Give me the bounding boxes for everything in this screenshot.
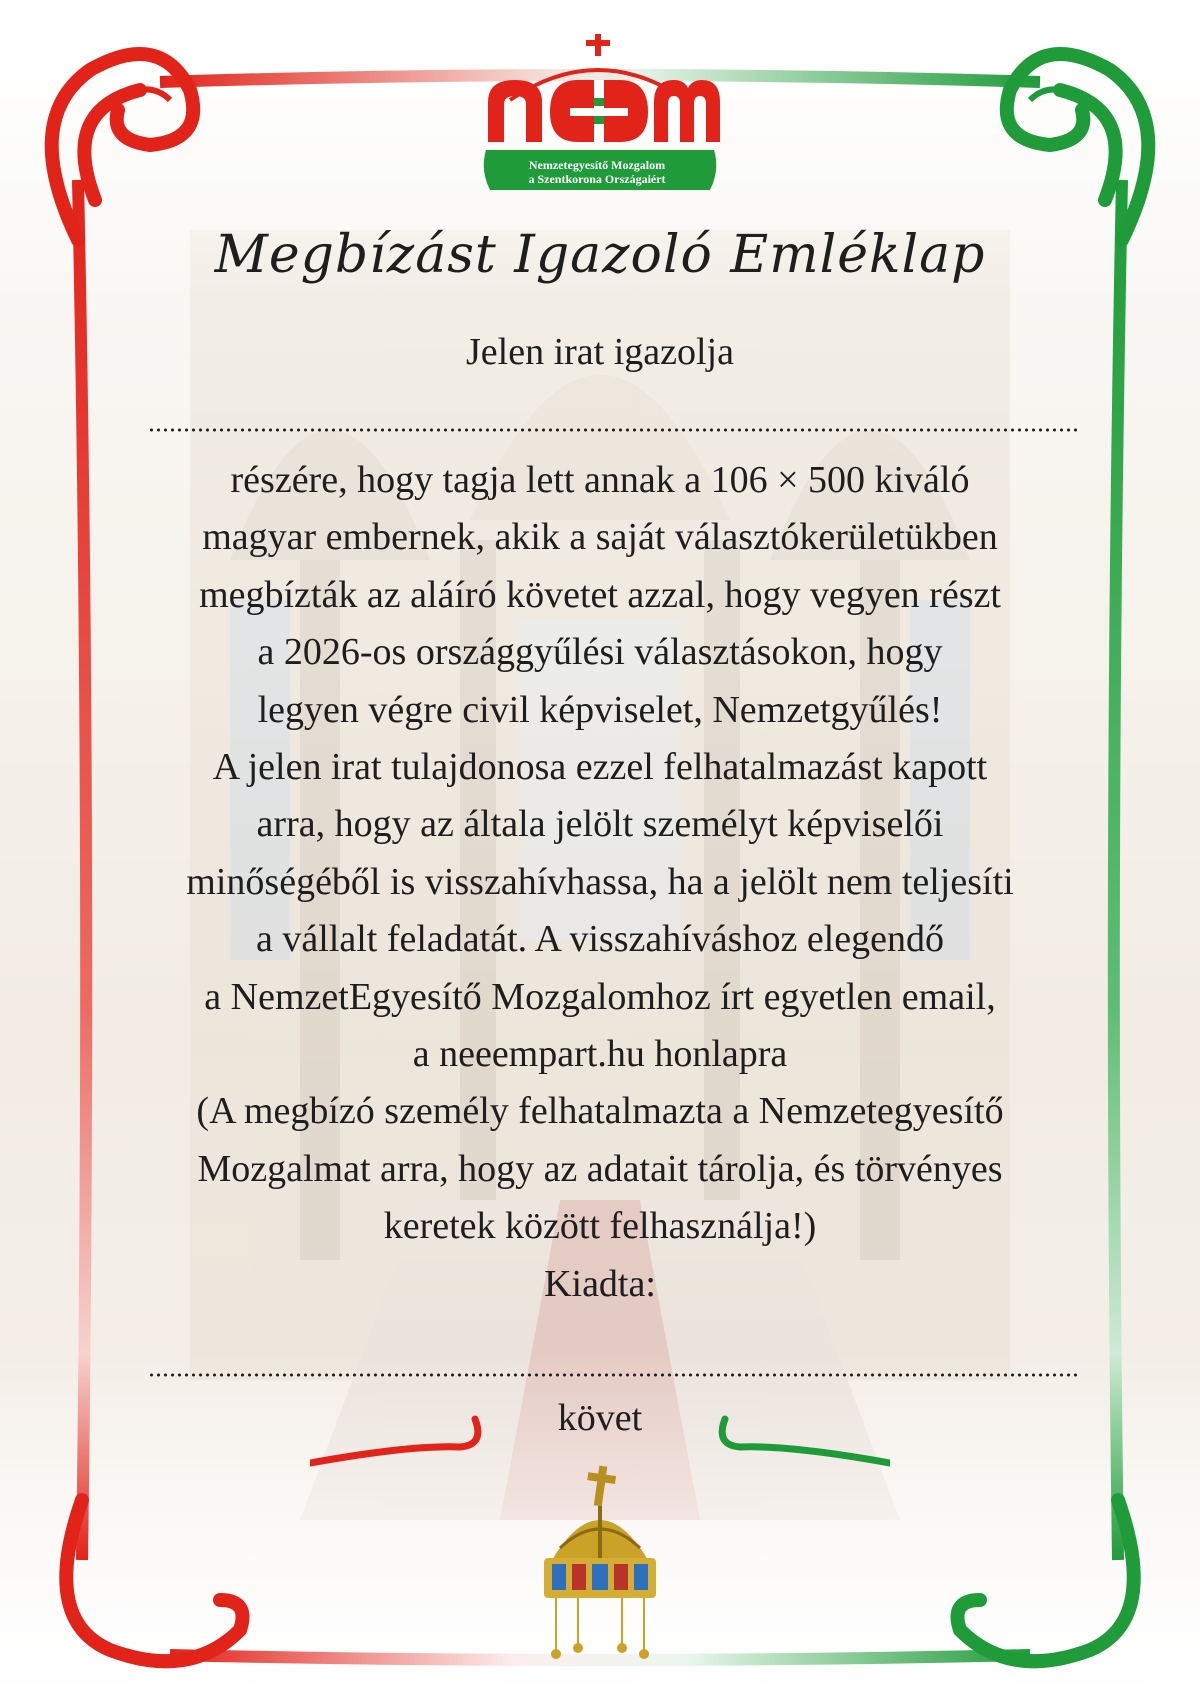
intro-text: Jelen irat igazolja (466, 331, 734, 373)
body-line: minőségéből is visszahívhassa, ha a jelölt nem teljesíti (186, 860, 1014, 903)
recipient-name-line (148, 428, 1078, 432)
body-line: a neeempart.hu honlapra (412, 1033, 788, 1076)
body-line: legyen végre civil képviselet, Nemzetgyűlés! (257, 688, 943, 731)
body-line: magyar embernek, akik a saját választókerületükben (202, 516, 998, 559)
body-line: részére, hogy tagja lett annak a 106 × 500 kiváló (230, 459, 970, 501)
logo-org-name: Nemzetegyesítő Mozgalom (528, 158, 666, 172)
issuer-label: Kiadta: (544, 1262, 656, 1305)
certificate-body (120, 452, 1080, 1313)
body-line: arra, hogy az általa jelölt személyt képviselői (256, 803, 944, 846)
neem-logo-icon (470, 30, 730, 200)
body-line: a vállalt feladatát. A visszahíváshoz elegendő (256, 918, 944, 961)
logo-org-subtitle: a Szentkorona Országaiért (528, 172, 666, 186)
body-line: megbízták az aláíró követet azzal, hogy vegyen részt (199, 573, 1001, 616)
body-line: a NemzetEgyesítő Mozgalomhoz írt egyetlen email, (204, 975, 996, 1018)
document-title: Megbízást Igazoló Emléklap (214, 225, 986, 285)
body-line: a 2026-os országgyűlési választásokon, hogy (257, 631, 943, 674)
body-line: Mozgalmat arra, hogy az adatait tárolja, és törvényes (197, 1147, 1003, 1190)
body-line: (A megbízó személy felhatalmazta a Nemzetegyesítő (196, 1090, 1004, 1133)
signer-role-label: követ (557, 1397, 643, 1439)
body-line: keretek között felhasználja!) (383, 1205, 817, 1248)
body-line: A jelen irat tulajdonosa ezzel felhatalmazást kapott (212, 746, 988, 789)
holy-crown-icon (530, 1460, 670, 1665)
issuer-signature-line (148, 1373, 1078, 1377)
